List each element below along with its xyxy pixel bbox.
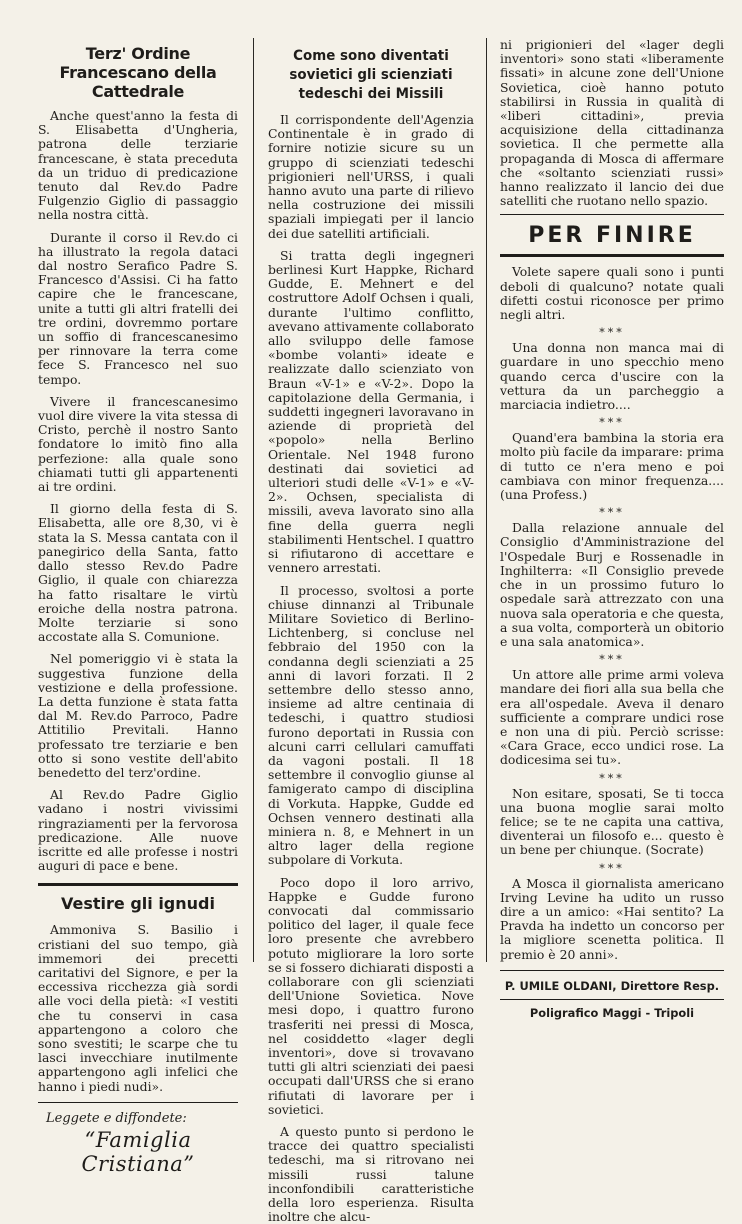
paragraph: Il giorno della festa di S. Elisabetta, alle ore 8,30, vi è stata la S. Messa cantata con il panegirico della Santa, fatto dallo stesso Rev.do Padre Giglio, il quale con chiarezza ha fatto risaltare le virtù eroiche della nostra patrona. Molte terziarie si sono accostate alla S. Comunione. [38, 501, 238, 645]
column-right [500, 38, 724, 1020]
joke-item: Volete sapere quali sono i punti deboli di qualcuno? notate quali difetti costui riconosce per primo negli altri. [500, 264, 724, 323]
slogan-line: Leggete e diffondete: [46, 1110, 187, 1126]
separator-stars: *** [599, 416, 625, 430]
article-title: Vestire gli ignudi [61, 894, 215, 914]
separator-stars: *** [599, 771, 625, 785]
section-divider [500, 214, 724, 215]
article-body [38, 109, 238, 873]
joke-item: Una donna non manca mai di guardare in uno specchio meno quando cerca d'uscire con la vettura da un parcheggio a marciacia indietro.... [500, 340, 724, 413]
separator-stars: *** [599, 653, 625, 667]
joke-item: Non esitare, sposati, Se ti tocca una buona moglie sarai molto felice; se te ne capita una cattiva, diventerai un filosofo e... questo è un bene per chiunque. (Socrate) [500, 785, 724, 858]
section-divider [500, 999, 724, 1000]
paragraph: Durante il corso il Rev.do ci ha illustrato la regola dataci dal nostro Serafico Padre S. Francesco d'Assisi. Ci ha fatto capire che le francescane, unite a tutti gli altri fratelli dei tre ordini, dovremmo portare un soffio di francescanesimo per rinnovare la terra come fece S. Francesco nel suo tempo. [38, 229, 238, 387]
magazine-name: “Famiglia Cristiana” [81, 1127, 195, 1176]
paragraph: Vivere il francescanesimo vuol dire vivere la vita stessa di Cristo, perchè il nostro Santo fondatore lo imitò fino alla perfezione: alla quale sono chiamati tutti gli appartenenti ai tre ordini. [38, 393, 238, 495]
joke-item: A Mosca il giornalista americano Irving Levine ha udito un russo dire a un amico: «Hai sentito? La Pravda ha indetto un concorso per la migliore scenetta politica. Il premio è 20 anni». [500, 875, 724, 962]
article-body [268, 113, 474, 1224]
column-divider [253, 38, 254, 962]
joke-item: Quand'era bambina la storia era molto più facile da imparare: prima di tutto ce n'era meno e poi cambiava con minor frequenza.... (una Profess.) [500, 430, 724, 503]
column-divider [486, 38, 487, 962]
paragraph: Il processo, svoltosi a porte chiuse dinnanzi al Tribunale Militare Sovietico di Berlino-Lichtenberg, si concluse nel febbraio del 1950 con la condanna degli scienziati a 25 anni di lavori forzati. Il 2 settembre dello stesso anno, insieme ad altre centinaia di tedeschi, i quattro studiosi furono deportati in Russia con alcuni carri cellulari camuffati da vagoni postali. Il 18 settembre il convoglio giunse al famigerato campo di disciplina di Vorkuta. Happke, Gudde ed Ochsen vennero destinati alla miniera n. 8, e Mehnert in un altro lager della regione subpolare di Vorkuta. [268, 582, 474, 868]
joke-item: Un attore alle prime armi voleva mandare dei fiori alla sua bella che era all'ospedale. Aveva il denaro sufficiente a comprare undici rose e non una di più. Perciò scrisse: «Cara Grace, ecco undici rose. La dodicesima sei tu». [500, 667, 724, 768]
section-divider [38, 883, 238, 886]
paragraph: ni prigionieri del «lager degli inventori» sono stati «liberamente fissati» in alcune zone dell'Unione Sovietica, cioè hanno potuto stabilirsi in Russia in qualità di «liberi cittadini», previa acquisizione della cittadinanza sovietica. Il che permette alla propaganda di Mosca di affermare che «soltanto scienziati russi» hanno realizzato il lancio dei due satelliti che ruotano nello spazio. [500, 37, 724, 209]
article-title: Come sono diventati sovietici gli scienziati tedeschi dei Missili [289, 47, 453, 102]
joke-item: Dalla relazione annuale del Consiglio d'Amministrazione del l'Ospedale Burj e Rossenadle in Inghilterra: «Il Consiglio prevede che in un prossimo futuro lo ospedale sarà attrezzato con una nuova sala operatoria e che questa, a sua volta, comporterà un obitorio e una sala anatomica». [500, 520, 724, 649]
paragraph: Anche quest'anno la festa di S. Elisabetta d'Ungheria, patrona delle terziarie francescane, è stata preceduta da un triduo di predicazione tenuto dal Rev.do Padre Fulgenzio Giglio di passaggio nella nostra città. [38, 108, 238, 223]
paragraph: Al Rev.do Padre Giglio vadano i nostri vivissimi ringraziamenti per la fervorosa predicazione. Alle nuove iscritte ed alle professe i nostri auguri di pace e bene. [38, 787, 238, 874]
paragraph: A questo punto si perdono le tracce dei quattro specialisti tedeschi, ma si ritrovano nei missili russi talune inconfondibili caratteristiche della loro esperienza. Risulta inoltre che alcu- [268, 1124, 474, 1224]
paragraph: Ammoniva S. Basilio i cristiani del suo tempo, già immemori dei precetti caritativi del Signore, e per la eccessiva ricchezza già sordi alle voci della pietà: «I vestiti che tu conservi in casa appartengono a coloro che sono svestiti; le scarpe che tu lasci invecchiare inutilmente appartengono agli infelici che hanno i piedi nudi». [38, 922, 238, 1094]
section-title: PER FINIRE [528, 223, 696, 249]
section-divider [38, 1102, 238, 1103]
column-left [38, 38, 238, 1176]
paragraph: Nel pomeriggio vi è stata la suggestiva funzione della vestizione e della professione. La detta funzione è stata fatta dal M. Rev.do Parroco, Padre Attitilio Previtali. Hanno professato tre terziarie e ben otto si sono vestite dell'abito benedetto del terz'ordine. [38, 651, 238, 780]
separator-stars: *** [599, 326, 625, 340]
paragraph: Il corrispondente dell'Agenzia Continentale è in grado di fornire notizie sicure su un gruppo di scienziati tedeschi prigionieri nell'URSS, i quali hanno avuto una parte di rilievo nella costruzione dei missili spaziali impiegati per il lancio dei due satelliti artificiali. [268, 112, 474, 241]
column-middle [268, 38, 474, 1224]
section-divider [500, 970, 724, 971]
separator-stars: *** [599, 506, 625, 520]
printer-credit: Poligrafico Maggi - Tripoli [529, 1005, 695, 1020]
director-credit: P. UMILE OLDANI, Direttore Resp. [504, 978, 720, 993]
section-divider [500, 254, 724, 257]
paragraph: Poco dopo il loro arrivo, Happke e Gudde furono convocati dal commissario politico del lager, il quale fece loro presente che avrebbero potuto migliorare la loro sorte se si fossero dichiarati disposti a collaborare con gli scienziati dell'Unione Sovietica. Nove mesi dopo, i quattro furono trasferiti nei pressi di Mosca, nel cosiddetto «lager degli inventori», dove si trovavano tutti gli altri scienziati dei paesi occupati dall'URSS che si erano rifiutati di lavorare per i sovietici. [268, 874, 474, 1117]
article-title: Terz' Ordine Francescano della Cattedrale [59, 44, 217, 101]
separator-stars: *** [599, 861, 625, 875]
paragraph: Si tratta degli ingegneri berlinesi Kurt Happke, Richard Gudde, E. Mehnert e del costruttore Adolf Ochsen i quali, durante l'ultimo conflitto, avevano attivamente collaborato allo sviluppo delle famose «bombe volanti» ideate e realizzate dallo scienziato von Braun «V-1» e «V-2». Dopo la capitolazione della Germania, i suddetti ingegneri lavoravano in aziende di proprietà del «popolo» nella Berlino Orientale. Nel 1948 furono destinati dai sovietici ad ulteriori studi delle «V-1» e «V-2». Ochsen, specialista di missili, aveva lavorato sino alla fine della guerra negli stabilimenti Hentschel. I quattro si rifiutarono di accettare e vennero arrestati. [268, 247, 474, 576]
